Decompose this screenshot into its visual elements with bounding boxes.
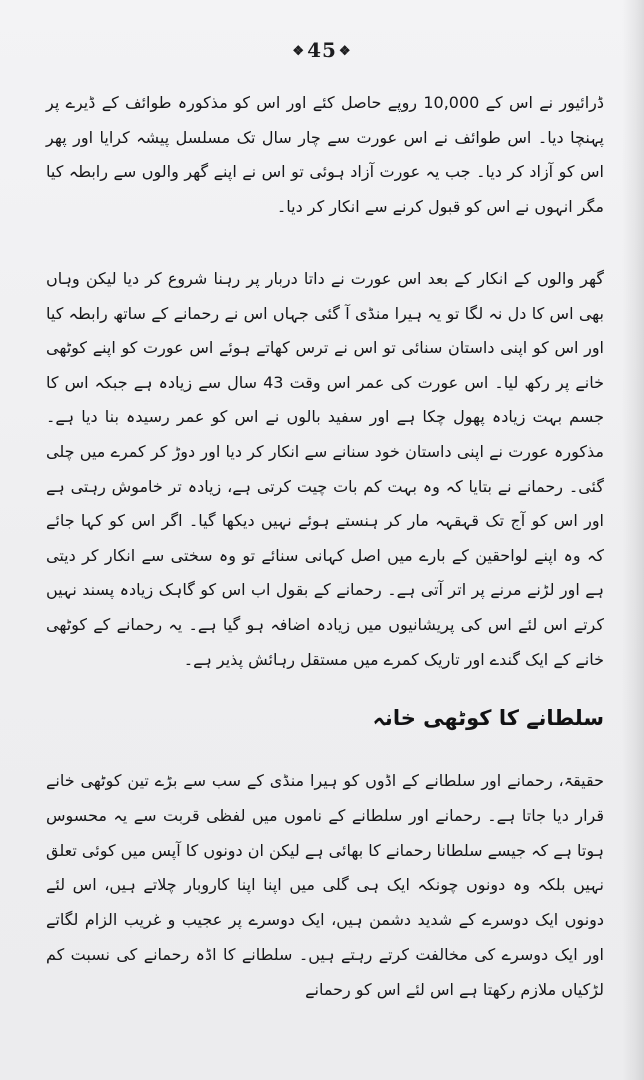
page-edge-shadow bbox=[622, 0, 644, 1080]
section-paragraph: حقیقۃ، رحمانے اور سلطانے کے اڈوں کو ہیرا منڈی کے سب سے بڑے تین کوٹھی خانے قرار دیا جاتا ہے۔ رحمانے اور سلطانے کے ناموں میں لفظی قربت سے یہ محسوس ہوتا ہے کہ جیسے سلطانا رحمانے کا بھائی ہے لیکن ان دونوں کا آپس میں کوئی تعلق نہیں بلکہ وہ دونوں چونکہ ایک ہی گلی میں اپنا اپنا کاروبار چلاتے ہیں، اس لئے دونوں ایک دوسرے کے شدید دشمن ہیں، ایک دوسرے پر عجیب و غریب الزام لگاتے اور ایک دوسرے کی مخالفت کرتے رہتے ہیں۔ سلطانے کا اڈہ رحمانے کی نسبت کم لڑکیاں ملازم رکھتا ہے اس لئے اس کو رحمانے bbox=[46, 771, 604, 999]
ornament-right-icon: ❖ bbox=[338, 44, 352, 59]
page-number bbox=[0, 38, 644, 62]
page-number-value: 45 bbox=[307, 38, 337, 62]
ornament-left-icon: ❖ bbox=[292, 44, 306, 59]
paragraph-2: گھر والوں کے انکار کے بعد اس عورت نے داتا دربار پر رہنا شروع کر دیا لیکن وہاں بھی اس کا دل نہ لگا تو یہ ہیرا منڈی آ گئی جہاں اس نے رحمانے کے ساتھ رابطہ کیا اور اس کو اپنی داستان سنائی تو اس نے ترس کھاتے ہوئے اس عورت کو اپنے کوٹھی خانے پر رکھ لیا۔ اس عورت کی عمر اس وقت 43 سال سے زیادہ ہے جبکہ اس کا جسم بہت زیادہ پھول چکا ہے اور سفید بالوں نے اس کو عمر رسیدہ بنا دیا ہے۔ مذکورہ عورت نے اپنی داستان خود سنانے سے انکار کر دیا اور دوڑ کر کمرے میں چلی گئی۔ رحمانے نے بتایا کہ وہ بہت کم بات چیت کرتی ہے، زیادہ تر خاموش رہتی ہے اور اس کو آج تک قہقہہ مار کر ہنستے ہوئے نہیں دیکھا گیا۔ اگر اس کو کہا جائے کہ وہ اپنے لواحقین کے بارے میں اصل کہانی سنائے تو وہ سختی سے انکار کر دیتی ہے اور لڑنے مرنے پر اتر آتی ہے۔ رحمانے کے بقول اب اس کو گاہک زیادہ پسند نہیں کرتے اس لئے اس کی پریشانیوں میں زیادہ اضافہ ہو گیا ہے۔ یہ رحمانے کے کوٹھی خانے کے ایک گندے اور تاریک کمرے میں مستقل رہائش پذیر ہے۔ bbox=[46, 269, 604, 669]
paragraph-1: ڈرائیور نے اس کے 10,000 روپے حاصل کئے اور اس کو مذکورہ طوائف کے ڈیرے پر پہنچا دیا۔ اس طوائف نے اس عورت سے چار سال تک مسلسل پیشہ کرایا اور پھر اس کو آزاد کر دیا۔ جب یہ عورت آزاد ہوئی تو اس نے اپنے گھر والوں سے رابطہ کیا مگر انہوں نے اس کو قبول کرنے سے انکار کر دیا۔ bbox=[46, 93, 604, 216]
section-heading: سلطانے کا کوٹھی خانہ bbox=[372, 706, 604, 730]
